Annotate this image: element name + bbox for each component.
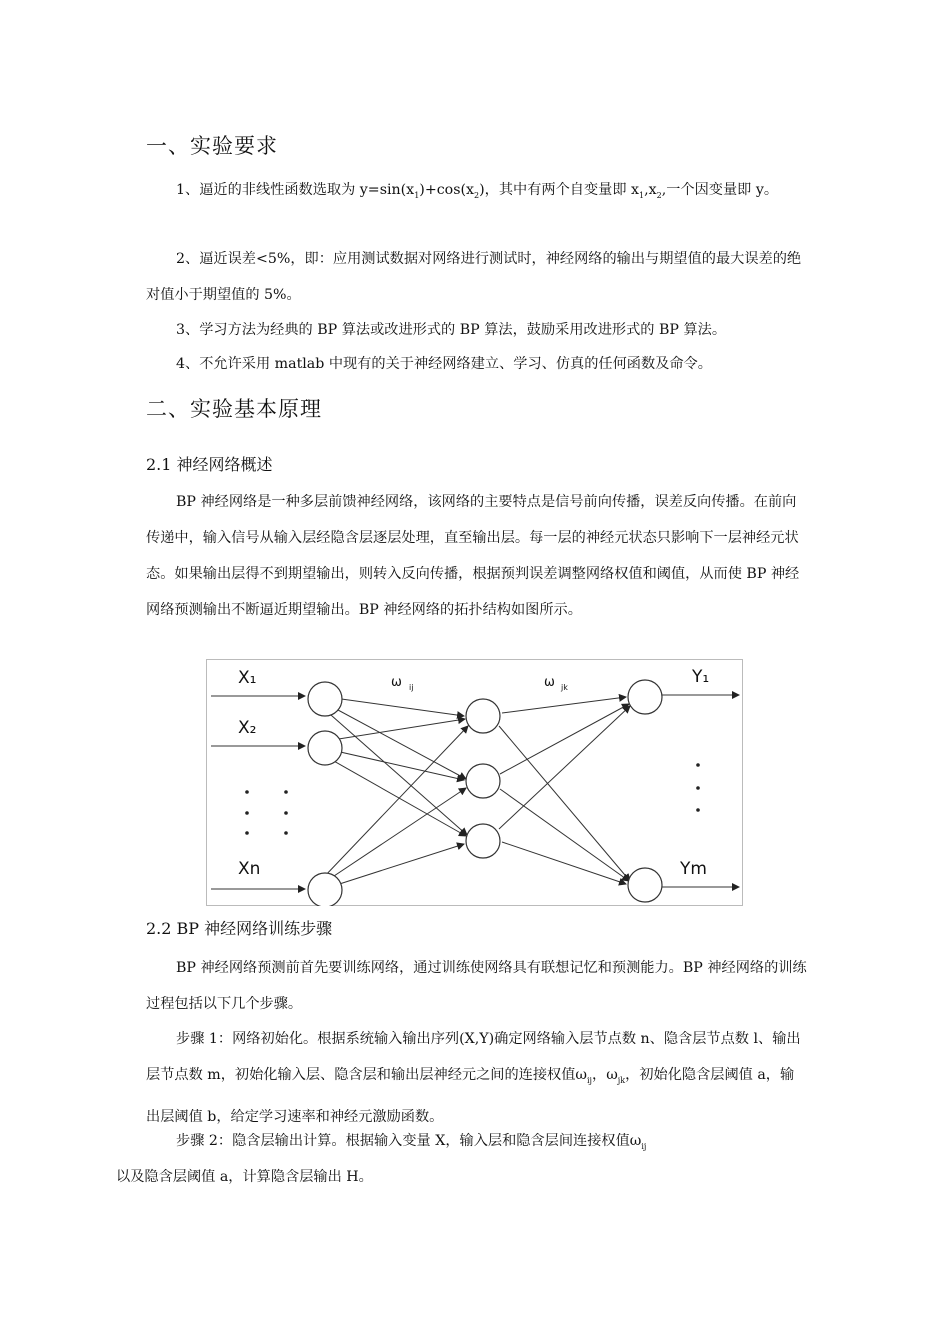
step-2-paragraph: 步骤 2：隐含层输出计算。根据输入变量 X，输入层和隐含层间连接权值$\omega_{ij}$ 以及隐含层阈值 a，计算隐含层输出 H。 <box>116 1133 647 1185</box>
input-neuron-n <box>308 873 342 906</box>
section-1-title: 一、实验要求 <box>146 134 278 158</box>
label-x2: X₂ <box>238 718 257 738</box>
output-neuron-m <box>628 868 662 902</box>
overview-paragraph: BP 神经网络是一种多层前馈神经网络，该网络的主要特点是信号前向传播，误差反向传播。在前向传递中，输入信号从输入层经隐含层逐层处理，直至输出层。每一层的神经元状态只影响下一层神经元状态。如果输出层得不到期望输出，则转入反向传播，根据预判误差调整网络权值和阈值，从而使 BP 神经网络预测输出不断逼近期望输出。BP 神经网络的拓扑结构如图所示。 <box>146 494 800 618</box>
requirement-1: 1、逼近的非线性函数选取为 $y=\sin(x_1)+\cos(x_2)$，其中有两个自变量即 $x_1,x_2$,一个因变量即 y。 <box>176 182 779 200</box>
input-neuron-1 <box>308 682 342 716</box>
bp-network-diagram <box>206 659 743 906</box>
training-intro-paragraph: BP 神经网络预测前首先要训练网络，通过训练使网络具有联想记忆和预测能力。BP 神经网络的训练过程包括以下几个步骤。 <box>146 960 807 1012</box>
label-xn: Xn <box>238 859 261 879</box>
label-y1: Y₁ <box>692 667 710 687</box>
subsection-2-1-title: 2.1 神经网络概述 <box>146 455 273 474</box>
requirement-4: 4、不允许采用 matlab 中现有的关于神经网络建立、学习、仿真的任何函数及命令。 <box>176 356 712 372</box>
input-neuron-2 <box>308 731 342 765</box>
label-w-jk: ω <box>544 675 555 690</box>
section-2-title: 二、实验基本原理 <box>146 397 322 421</box>
label-x1: X₁ <box>238 668 257 688</box>
hidden-neuron-3 <box>466 824 500 858</box>
label-ym: Ym <box>680 859 707 879</box>
output-neuron-1 <box>628 680 662 714</box>
requirement-2: 2、逼近误差<5%，即：应用测试数据对网络进行测试时，神经网络的输出与期望值的最大误差的绝对值小于期望值的 5%。 <box>146 251 802 303</box>
requirement-3: 3、学习方法为经典的 BP 算法或改进形式的 BP 算法，鼓励采用改进形式的 BP 算法。 <box>176 322 727 338</box>
hidden-neuron-2 <box>466 764 500 798</box>
step-1-paragraph: 步骤 1：网络初始化。根据系统输入输出序列(X,Y)确定网络输入层节点数 n、隐含层节点数 l、输出层节点数 m，初始化输入层、隐含层和输出层神经元之间的连接权值$\omega_{ij}$，$\omega_{jk}$，初始化隐含层阈值 a，输出层阈值 b，给定学习速率和神经元激励函数。 <box>146 1031 801 1125</box>
hidden-neuron-1 <box>466 699 500 733</box>
subsection-2-2-title: 2.2 BP 神经网络训练步骤 <box>146 919 333 938</box>
label-w-ij: ω <box>391 675 402 690</box>
label-w-jk-sub: jk <box>561 683 568 692</box>
label-w-ij-sub: ij <box>409 683 414 692</box>
